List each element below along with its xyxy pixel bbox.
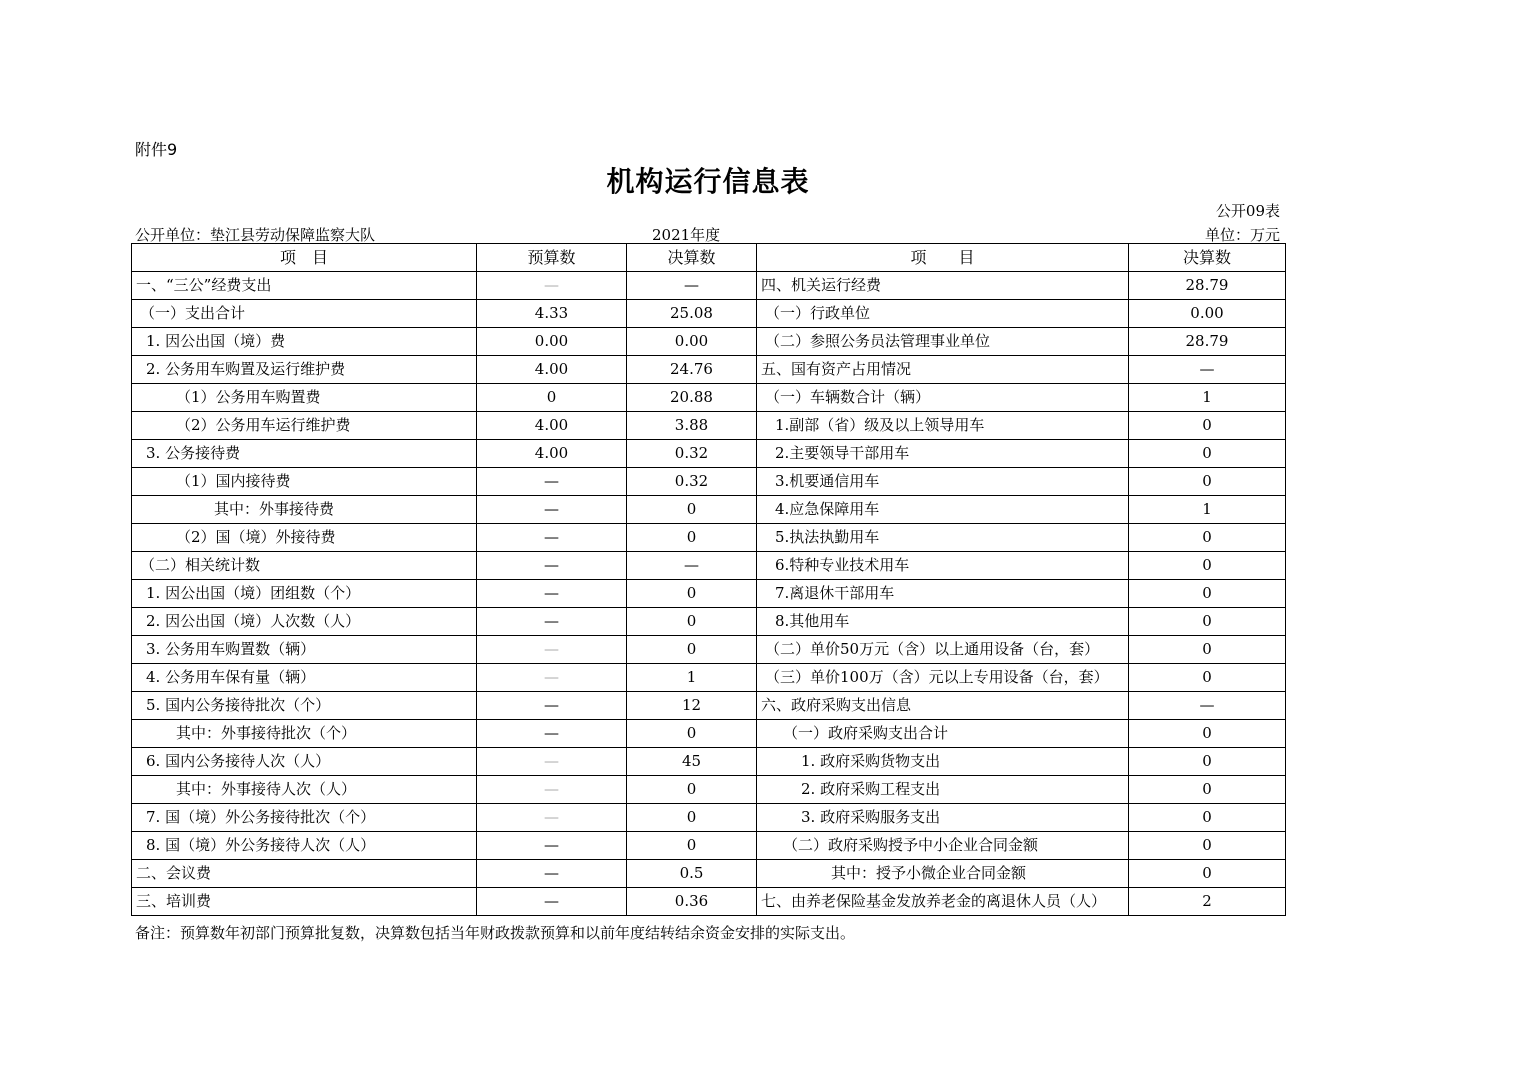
row-budget-value: — <box>477 496 627 524</box>
row-right-item-label: （一）车辆数合计（辆） <box>757 384 1129 412</box>
table-row <box>132 272 1286 300</box>
row-right-item-label: 七、由养老保险基金发放养老金的离退休人员（人） <box>757 888 1129 916</box>
row-item-label: 1. 因公出国（境）费 <box>132 328 477 356</box>
row-final-value: 0 <box>627 580 757 608</box>
row-right-final-value: — <box>1129 356 1286 384</box>
row-item-label: 4. 公务用车保有量（辆） <box>132 664 477 692</box>
row-item-label: （一）支出合计 <box>132 300 477 328</box>
row-right-item-label: 五、国有资产占用情况 <box>757 356 1129 384</box>
row-right-item-label: （二）政府采购授予中小企业合同金额 <box>757 832 1129 860</box>
row-right-item-label: 六、政府采购支出信息 <box>757 692 1129 720</box>
table-row <box>132 608 1286 636</box>
table-row <box>132 580 1286 608</box>
header-final-right: 决算数 <box>1129 244 1286 272</box>
row-right-final-value: 0 <box>1129 804 1286 832</box>
row-budget-value: — <box>477 804 627 832</box>
row-budget-value: 4.33 <box>477 300 627 328</box>
row-right-item-label: （三）单价100万（含）元以上专用设备（台，套） <box>757 664 1129 692</box>
table-row <box>132 440 1286 468</box>
row-item-label: 三、培训费 <box>132 888 477 916</box>
row-right-item-label: 3. 政府采购服务支出 <box>757 804 1129 832</box>
row-right-final-value: 0 <box>1129 860 1286 888</box>
row-right-item-label: （一）政府采购支出合计 <box>757 720 1129 748</box>
table-row <box>132 636 1286 664</box>
table-row <box>132 300 1286 328</box>
row-right-item-label: 1. 政府采购货物支出 <box>757 748 1129 776</box>
row-right-final-value: 0 <box>1129 580 1286 608</box>
header-final: 决算数 <box>627 244 757 272</box>
row-right-final-value: 0 <box>1129 412 1286 440</box>
row-budget-value: — <box>477 664 627 692</box>
row-item-label: 8. 国（境）外公务接待人次（人） <box>132 832 477 860</box>
row-right-final-value: 0 <box>1129 664 1286 692</box>
row-right-item-label: 其中：授予小微企业合同金额 <box>757 860 1129 888</box>
row-right-final-value: 0 <box>1129 720 1286 748</box>
row-right-item-label: 2.主要领导干部用车 <box>757 440 1129 468</box>
row-final-value: 0 <box>627 720 757 748</box>
table-row <box>132 832 1286 860</box>
table-row <box>132 412 1286 440</box>
row-item-label: （1）国内接待费 <box>132 468 477 496</box>
table-row <box>132 384 1286 412</box>
page-title: 机构运行信息表 <box>606 165 810 198</box>
reporting-unit: 公开单位：垫江县劳动保障监察大队 <box>135 226 376 244</box>
row-budget-value: — <box>477 720 627 748</box>
row-right-item-label: 6.特种专业技术用车 <box>757 552 1129 580</box>
row-right-final-value: 0 <box>1129 468 1286 496</box>
row-right-item-label: （二）参照公务员法管理事业单位 <box>757 328 1129 356</box>
table-row <box>132 860 1286 888</box>
row-budget-value: 4.00 <box>477 356 627 384</box>
row-right-item-label: 8.其他用车 <box>757 608 1129 636</box>
row-final-value: 0 <box>627 496 757 524</box>
form-number: 公开09表 <box>1215 202 1280 220</box>
row-item-label: 6. 国内公务接待人次（人） <box>132 748 477 776</box>
row-item-label: （2）公务用车运行维护费 <box>132 412 477 440</box>
table-row <box>132 804 1286 832</box>
header-item-right: 项 目 <box>757 244 1129 272</box>
row-final-value: 1 <box>627 664 757 692</box>
row-right-item-label: 5.执法执勤用车 <box>757 524 1129 552</box>
row-final-value: 0 <box>627 636 757 664</box>
operation-info-table <box>131 243 1286 916</box>
row-item-label: （1）公务用车购置费 <box>132 384 477 412</box>
row-final-value: 24.76 <box>627 356 757 384</box>
row-right-final-value: 0 <box>1129 524 1286 552</box>
row-final-value: 25.08 <box>627 300 757 328</box>
row-right-final-value: — <box>1129 692 1286 720</box>
row-right-item-label: 四、机关运行经费 <box>757 272 1129 300</box>
row-right-item-label: （一）行政单位 <box>757 300 1129 328</box>
row-right-item-label: 3.机要通信用车 <box>757 468 1129 496</box>
row-right-final-value: 0 <box>1129 748 1286 776</box>
table-row <box>132 720 1286 748</box>
row-budget-value: — <box>477 860 627 888</box>
row-right-final-value: 1 <box>1129 384 1286 412</box>
row-budget-value: — <box>477 580 627 608</box>
header-item: 项 目 <box>132 244 477 272</box>
table-row <box>132 328 1286 356</box>
row-budget-value: 4.00 <box>477 440 627 468</box>
row-right-final-value: 0 <box>1129 440 1286 468</box>
row-right-final-value: 0 <box>1129 552 1286 580</box>
row-item-label: 二、会议费 <box>132 860 477 888</box>
table-row <box>132 496 1286 524</box>
row-final-value: 0 <box>627 832 757 860</box>
row-final-value: 0.32 <box>627 440 757 468</box>
row-budget-value: — <box>477 832 627 860</box>
row-final-value: 0 <box>627 524 757 552</box>
table-row <box>132 888 1286 916</box>
row-item-label: 7. 国（境）外公务接待批次（个） <box>132 804 477 832</box>
row-right-final-value: 0.00 <box>1129 300 1286 328</box>
row-right-item-label: 4.应急保障用车 <box>757 496 1129 524</box>
row-right-final-value: 0 <box>1129 776 1286 804</box>
row-item-label: 1. 因公出国（境）团组数（个） <box>132 580 477 608</box>
row-budget-value: 4.00 <box>477 412 627 440</box>
row-final-value: 12 <box>627 692 757 720</box>
row-budget-value: — <box>477 468 627 496</box>
table-row <box>132 356 1286 384</box>
table-row <box>132 524 1286 552</box>
row-item-label: 2. 公务用车购置及运行维护费 <box>132 356 477 384</box>
row-right-final-value: 0 <box>1129 608 1286 636</box>
header-row <box>132 244 1286 272</box>
row-final-value: 0.00 <box>627 328 757 356</box>
row-budget-value: — <box>477 636 627 664</box>
row-final-value: 3.88 <box>627 412 757 440</box>
row-final-value: 0.5 <box>627 860 757 888</box>
table-row <box>132 692 1286 720</box>
row-right-final-value: 0 <box>1129 636 1286 664</box>
row-item-label: 其中：外事接待人次（人） <box>132 776 477 804</box>
row-right-final-value: 0 <box>1129 832 1286 860</box>
row-budget-value: — <box>477 524 627 552</box>
fiscal-year: 2021年度 <box>652 226 721 244</box>
row-budget-value: — <box>477 888 627 916</box>
row-right-final-value: 28.79 <box>1129 328 1286 356</box>
row-right-item-label: 2. 政府采购工程支出 <box>757 776 1129 804</box>
row-budget-value: — <box>477 552 627 580</box>
row-budget-value: — <box>477 272 627 300</box>
row-final-value: — <box>627 552 757 580</box>
row-budget-value: 0.00 <box>477 328 627 356</box>
money-unit: 单位：万元 <box>1204 226 1280 244</box>
row-final-value: 0.36 <box>627 888 757 916</box>
row-right-item-label: 1.副部（省）级及以上领导用车 <box>757 412 1129 440</box>
attachment-label: 附件9 <box>135 140 178 159</box>
row-final-value: 0.32 <box>627 468 757 496</box>
row-item-label: （2）国（境）外接待费 <box>132 524 477 552</box>
row-right-item-label: （二）单价50万元（含）以上通用设备（台，套） <box>757 636 1129 664</box>
row-final-value: 20.88 <box>627 384 757 412</box>
table-row <box>132 664 1286 692</box>
header-budget: 预算数 <box>477 244 627 272</box>
table-row <box>132 748 1286 776</box>
row-final-value: 45 <box>627 748 757 776</box>
row-right-item-label: 7.离退休干部用车 <box>757 580 1129 608</box>
row-budget-value: — <box>477 608 627 636</box>
row-right-final-value: 28.79 <box>1129 272 1286 300</box>
row-item-label: 其中：外事接待批次（个） <box>132 720 477 748</box>
table-row <box>132 468 1286 496</box>
row-final-value: 0 <box>627 608 757 636</box>
row-budget-value: 0 <box>477 384 627 412</box>
row-right-final-value: 2 <box>1129 888 1286 916</box>
row-final-value: 0 <box>627 776 757 804</box>
table-row <box>132 776 1286 804</box>
row-item-label: 5. 国内公务接待批次（个） <box>132 692 477 720</box>
footnote: 备注：预算数年初部门预算批复数，决算数包括当年财政拨款预算和以前年度结转结余资金安排的实际支出。 <box>135 924 856 942</box>
row-right-final-value: 1 <box>1129 496 1286 524</box>
row-item-label: 3. 公务接待费 <box>132 440 477 468</box>
row-budget-value: — <box>477 748 627 776</box>
row-item-label: 其中：外事接待费 <box>132 496 477 524</box>
row-budget-value: — <box>477 692 627 720</box>
row-item-label: 一、“三公”经费支出 <box>132 272 477 300</box>
row-item-label: 3. 公务用车购置数（辆） <box>132 636 477 664</box>
table-row <box>132 552 1286 580</box>
row-final-value: 0 <box>627 804 757 832</box>
row-final-value: — <box>627 272 757 300</box>
row-item-label: 2. 因公出国（境）人次数（人） <box>132 608 477 636</box>
row-item-label: （二）相关统计数 <box>132 552 477 580</box>
row-budget-value: — <box>477 776 627 804</box>
